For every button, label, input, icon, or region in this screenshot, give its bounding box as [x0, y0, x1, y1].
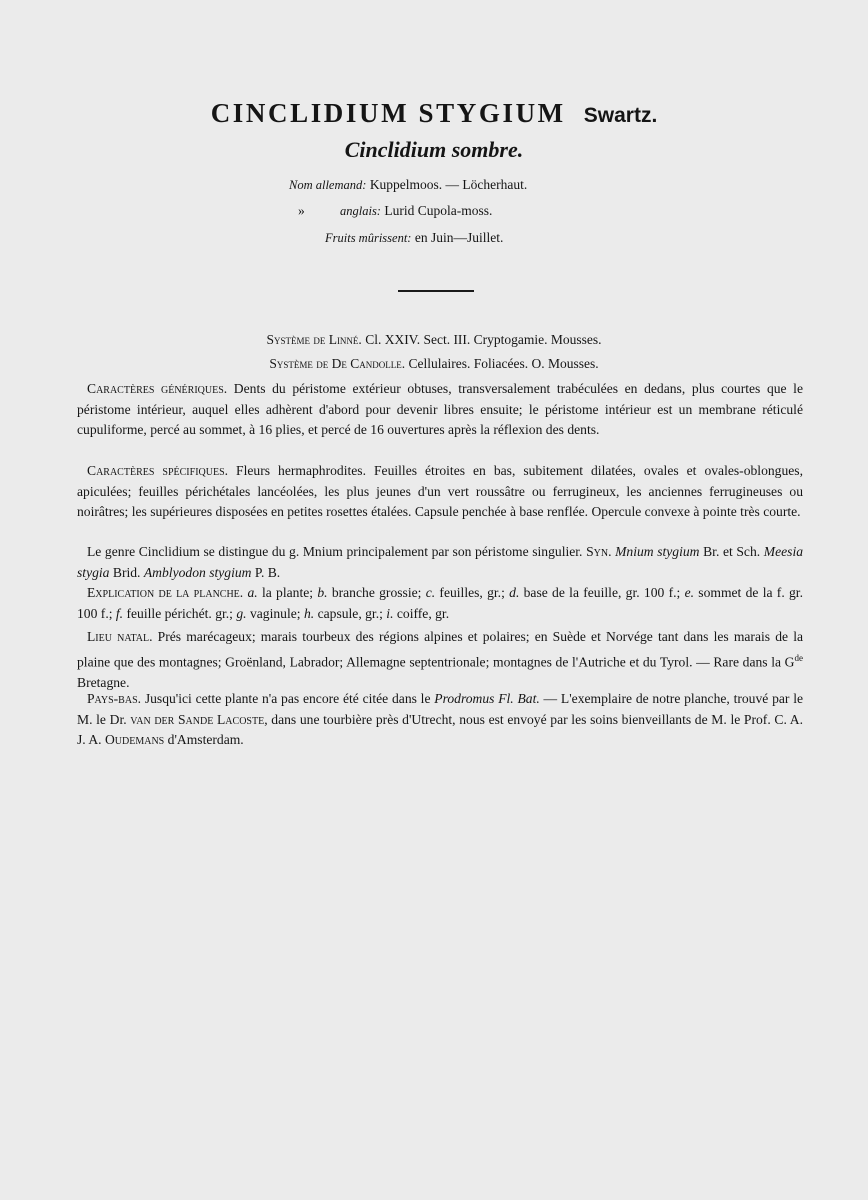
ditto-mark: »	[298, 203, 305, 218]
prodromus-title: Prodromus Fl. Bat.	[434, 691, 540, 706]
synonym-author: Br. et Sch.	[703, 544, 761, 559]
name-line-fruits	[325, 230, 503, 246]
section-text: Prés marécageux; marais tourbeux des régions alpines et polaires; en Suède et Norvége tant dans les marais de la plaine que des montagnes; Groënland, Labrador; Allemagne septentrionale; montagnes de l'Autriche et du Tyrol. — Rare dans la	[77, 629, 804, 670]
figure-desc: capsule, gr.;	[317, 605, 383, 621]
synonym-name: Amblyodon stygium	[143, 564, 252, 580]
figure-desc: base de la feuille, gr. 100 f.;	[523, 585, 681, 600]
synonym-name: Meesia stygia	[77, 544, 804, 580]
name-label: Nom allemand:	[289, 178, 367, 192]
section-text: Cl. XXIV. Sect. III. Cryptogamie. Mousses.	[365, 332, 602, 347]
section-text-tail: Bretagne.	[77, 674, 130, 690]
figure-letter: c.	[425, 585, 436, 600]
synonym-author: Brid.	[112, 564, 141, 580]
name-value: en Juin—Juillet.	[414, 230, 504, 245]
section-text: d'Amsterdam.	[167, 732, 244, 747]
figure-letter: h.	[303, 605, 315, 621]
figure-desc: vaginule;	[249, 605, 301, 621]
name-value: Lurid Cupola-moss.	[384, 203, 493, 218]
paragraph-genus	[77, 542, 803, 583]
figure-letter: a.	[247, 585, 258, 600]
author-name: Swartz.	[583, 104, 658, 127]
synonym-name: Mnium stygium	[615, 544, 700, 559]
divider-rule	[398, 290, 474, 292]
grande: G	[784, 654, 795, 670]
species-name: CINCLIDIUM STYGIUM	[210, 98, 566, 128]
title	[0, 98, 868, 129]
name-label: Fruits mûrissent:	[325, 231, 412, 245]
system-linne	[0, 332, 868, 348]
name-value: Kuppelmoos. — Löcherhaut.	[369, 177, 528, 192]
figure-letter: d.	[509, 585, 520, 600]
figure-desc: la plante;	[261, 585, 314, 600]
figure-desc: feuilles, gr.;	[439, 585, 505, 600]
figure-letter: i.	[386, 605, 394, 621]
figure-letter: b.	[317, 585, 328, 600]
figure-letter: g.	[236, 605, 247, 621]
synonym-label: Syn.	[586, 544, 612, 559]
figure-desc: sommet de la f. gr. 100 f.;	[77, 585, 803, 621]
name-line-german	[289, 177, 527, 193]
paragraph-pays-bas	[77, 689, 803, 751]
section-text: Dents du péristome extérieur obtuses, transversalement trabéculées en dedans, plus courtes que le péristome intérieur, auquel elles adhèrent d'abord pour devenir libres ensuite; le péristome intérieur est un membrane réticulé cupuliforme, percé au sommet, à 16 plies, et percé de 16 ouvertures après la réflexion des dents.	[77, 381, 803, 437]
name-label: anglais:	[340, 204, 381, 218]
section-text: Jusqu'ici cette plante n'a pas encore été citée dans le	[144, 691, 431, 706]
paragraph-generic	[77, 379, 803, 441]
figure-desc: feuille périchét. gr.;	[126, 605, 233, 621]
figure-desc: branche grossie;	[331, 585, 422, 600]
section-text: , dans une tourbière près d'Utrecht, nous est envoyé par les soins bienveillants de M. le Prof. C. A. J. A.	[77, 711, 803, 747]
section-text: Cellulaires. Foliacées. O. Mousses.	[408, 356, 599, 371]
section-label: Caractères spécifiques.	[87, 463, 229, 478]
person-name: Oudemans	[104, 732, 165, 747]
section-label: Système de Linné.	[266, 332, 362, 347]
figure-letter: f.	[115, 605, 124, 621]
name-line-english	[298, 203, 492, 219]
section-label: Lieu natal.	[87, 629, 153, 644]
section-text: Fleurs hermaphrodites. Feuilles étroites en bas, subitement dilatées, ovales et ovales-oblongues, apiculées; feuilles périchétales lancéolées, les plus jeunes d'un vert roussâtre ou ferrugineux, les anciennes ferrugineuses ou noirâtres; les supérieures disposées en petites rosettes étalées. Capsule penchée à base renflée. Opercule convexe à pointe très courte.	[77, 463, 803, 519]
person-name: van der Sande Lacoste	[130, 711, 265, 727]
section-text: — L'exemplaire de notre planche, trouvé par le M. le Dr.	[77, 691, 804, 727]
grande-superscript: de	[794, 652, 803, 663]
section-label: Explication de la planche.	[87, 585, 244, 600]
paragraph-lieu-natal	[77, 627, 803, 693]
section-text: Le genre Cinclidium se distingue du g. Mnium principalement par son péristome singulier.	[87, 544, 583, 559]
system-candolle	[0, 356, 868, 372]
figure-desc: coiffe, gr.	[396, 605, 450, 621]
subtitle: Cinclidium sombre.	[344, 137, 524, 162]
section-label: Système de De Candolle.	[269, 356, 406, 371]
paragraph-specific	[77, 461, 803, 523]
paragraph-explication	[77, 583, 803, 624]
section-label: Caractères génériques.	[87, 381, 228, 396]
figure-letter: e.	[684, 585, 694, 600]
synonym-author: P. B.	[254, 564, 281, 580]
section-label: Pays-bas.	[87, 691, 142, 706]
